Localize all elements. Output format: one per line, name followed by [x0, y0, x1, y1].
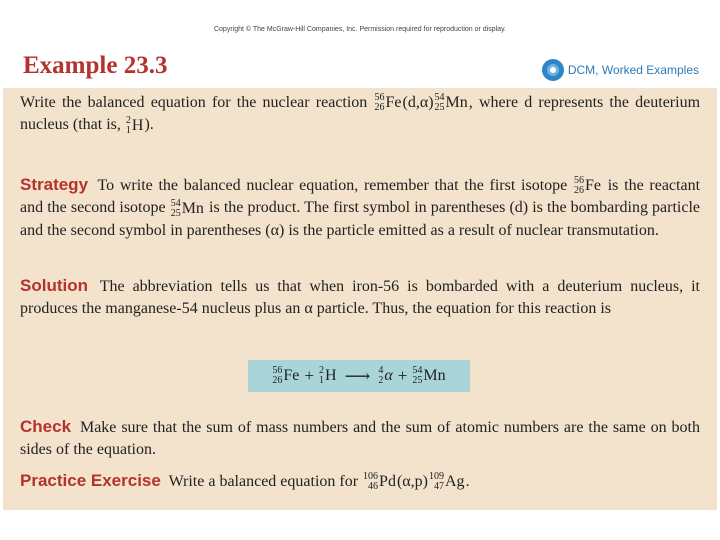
- practice-reactant: 106 46 Pd: [363, 471, 396, 493]
- strategy-section: Strategy To write the balanced nuclear equation, remember that the first isotope 56 26 Fe is the reactant and the second isotope 54 25 Mn is the product. The first symbol in parentheses (d) is the bombarding particle and the second symbol in parentheses (α) is the particle emitted as a result of nuclear transmutation.: [20, 175, 701, 239]
- equation-reactant-h: 2 1 H: [318, 365, 337, 386]
- strategy-label: Strategy: [20, 175, 89, 194]
- practice-product: 109 47 Ag: [429, 471, 465, 493]
- check-section: Check Make sure that the sum of mass numbers and the sum of atomic numbers are the same on both sides of the equation.: [20, 417, 701, 458]
- reaction-arrow-icon: ⟶: [344, 365, 371, 386]
- check-label: Check: [20, 417, 72, 436]
- practice-exercise: Practice Exercise Write a balanced equation for 106 46 Pd (α,p) 109 47 Ag .: [20, 471, 470, 493]
- nuclide-mn-54: 54 25 Mn: [434, 92, 468, 114]
- equation-reactant-fe: 56 26 Fe: [272, 365, 300, 386]
- plus-sign: +: [304, 366, 314, 385]
- reaction-paren: (d,α): [402, 94, 434, 111]
- page-title: Example 23.3: [23, 52, 168, 79]
- nuclide-h-2: 2 1 H: [125, 114, 144, 136]
- solution-section: Solution The abbreviation tells us that when iron-56 is bombarded with a deuterium nucleus, it produces the manganese-54 nucleus plus an α particle. Thus, the equation for this reaction is: [20, 276, 701, 317]
- strategy-isotope-1: 56 26 Fe: [573, 175, 601, 197]
- cd-icon: [542, 59, 564, 81]
- badge-label: DCM, Worked Examples: [567, 63, 699, 77]
- problem-statement: Write the balanced equation for the nuclear reaction 56 26 Fe (d,α) 54 25 Mn , where d represents the deuterium nucleus (that is, 2 1 H ).: [20, 92, 701, 136]
- solution-label: Solution: [20, 276, 88, 295]
- copyright-notice: Copyright © The McGraw-Hill Companies, Inc. Permission required for reproduction or display.: [213, 26, 506, 33]
- practice-label: Practice Exercise: [20, 471, 161, 490]
- strategy-isotope-2: 54 25 Mn: [170, 197, 204, 219]
- header: [3, 42, 717, 88]
- nuclear-equation: [248, 360, 470, 392]
- equation-product-alpha: 4 2 α: [378, 365, 393, 386]
- equation-product-mn: 54 25 Mn: [412, 365, 446, 386]
- plus-sign: +: [397, 366, 408, 385]
- nuclide-fe-56: 56 26 Fe: [374, 92, 402, 114]
- worked-examples-badge[interactable]: [542, 59, 699, 81]
